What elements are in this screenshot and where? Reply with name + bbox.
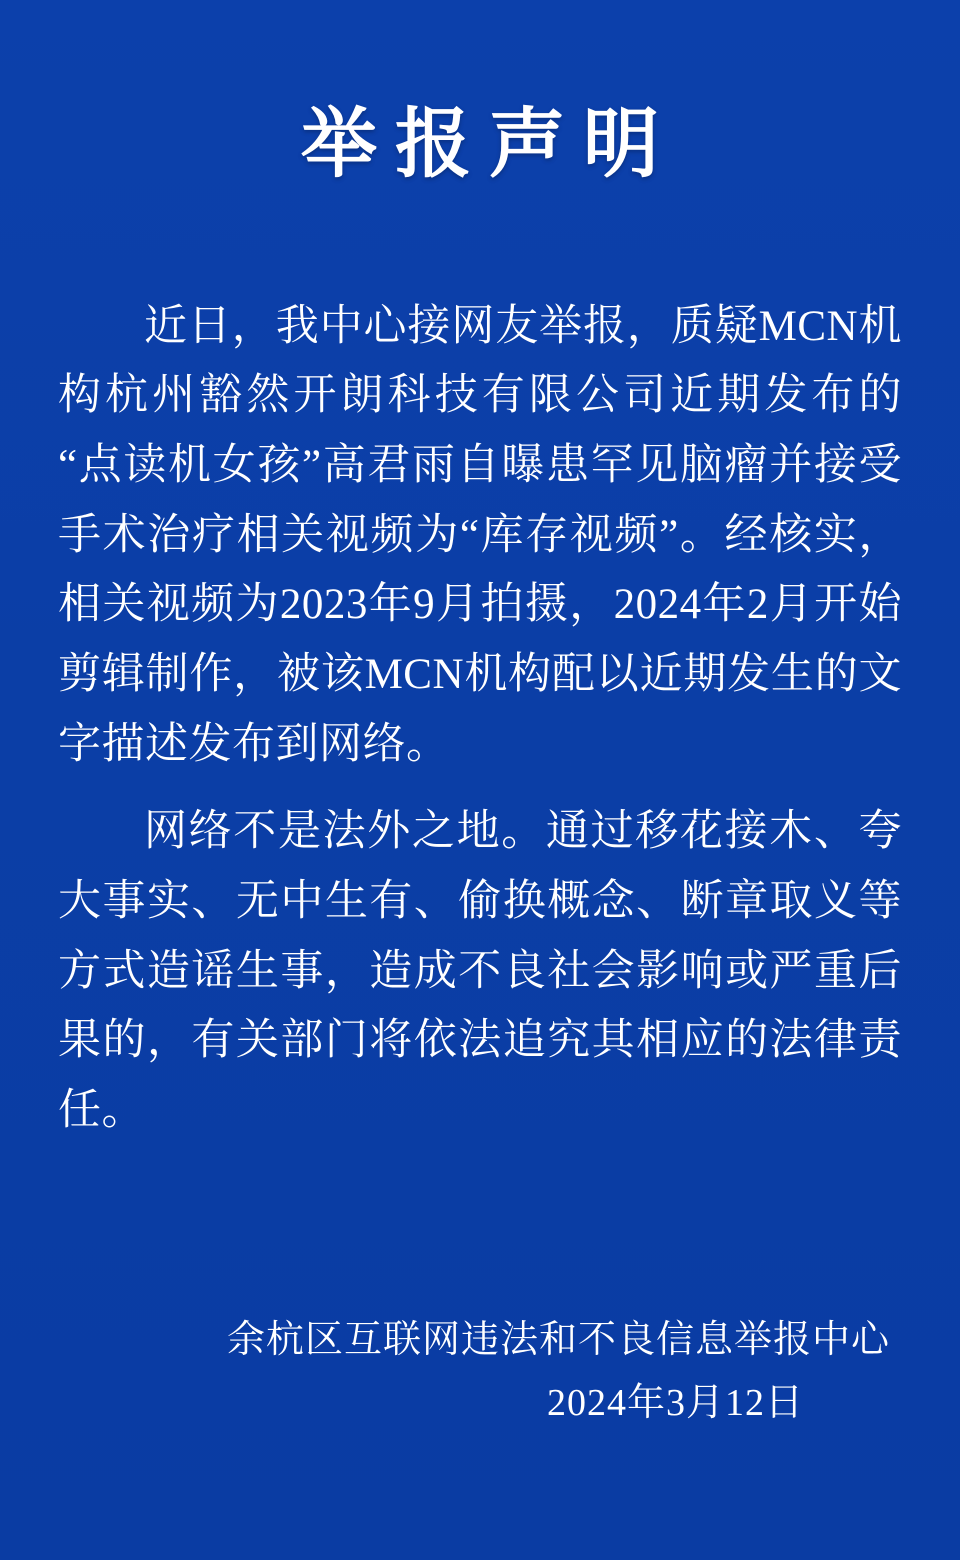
- issue-date: 2024年3月12日: [546, 1382, 804, 1424]
- issuing-organization: 余杭区互联网违法和不良信息举报中心: [226, 1319, 890, 1361]
- statement-paragraph: 近日，我中心接网友举报，质疑MCN机构杭州豁然开朗科技有限公司近期发布的“点读机女孩”高君雨自曝患罕见脑瘤并接受手术治疗相关视频为“库存视频”。经核实，相关视频为2023年9月拍摄，2024年2月开始剪辑制作，被该MCN机构配以近期发生的文字描述发布到网络。: [58, 302, 902, 768]
- statement-paragraph: 网络不是法外之地。通过移花接木、夸大事实、无中生有、偷换概念、断章取义等方式造谣生事，造成不良社会影响或严重后果的，有关部门将依法追究其相应的法律责任。: [58, 808, 902, 1134]
- signature-block: [44, 1312, 916, 1560]
- statement-body: [44, 292, 916, 1152]
- page-title: 举报声明: [301, 103, 677, 187]
